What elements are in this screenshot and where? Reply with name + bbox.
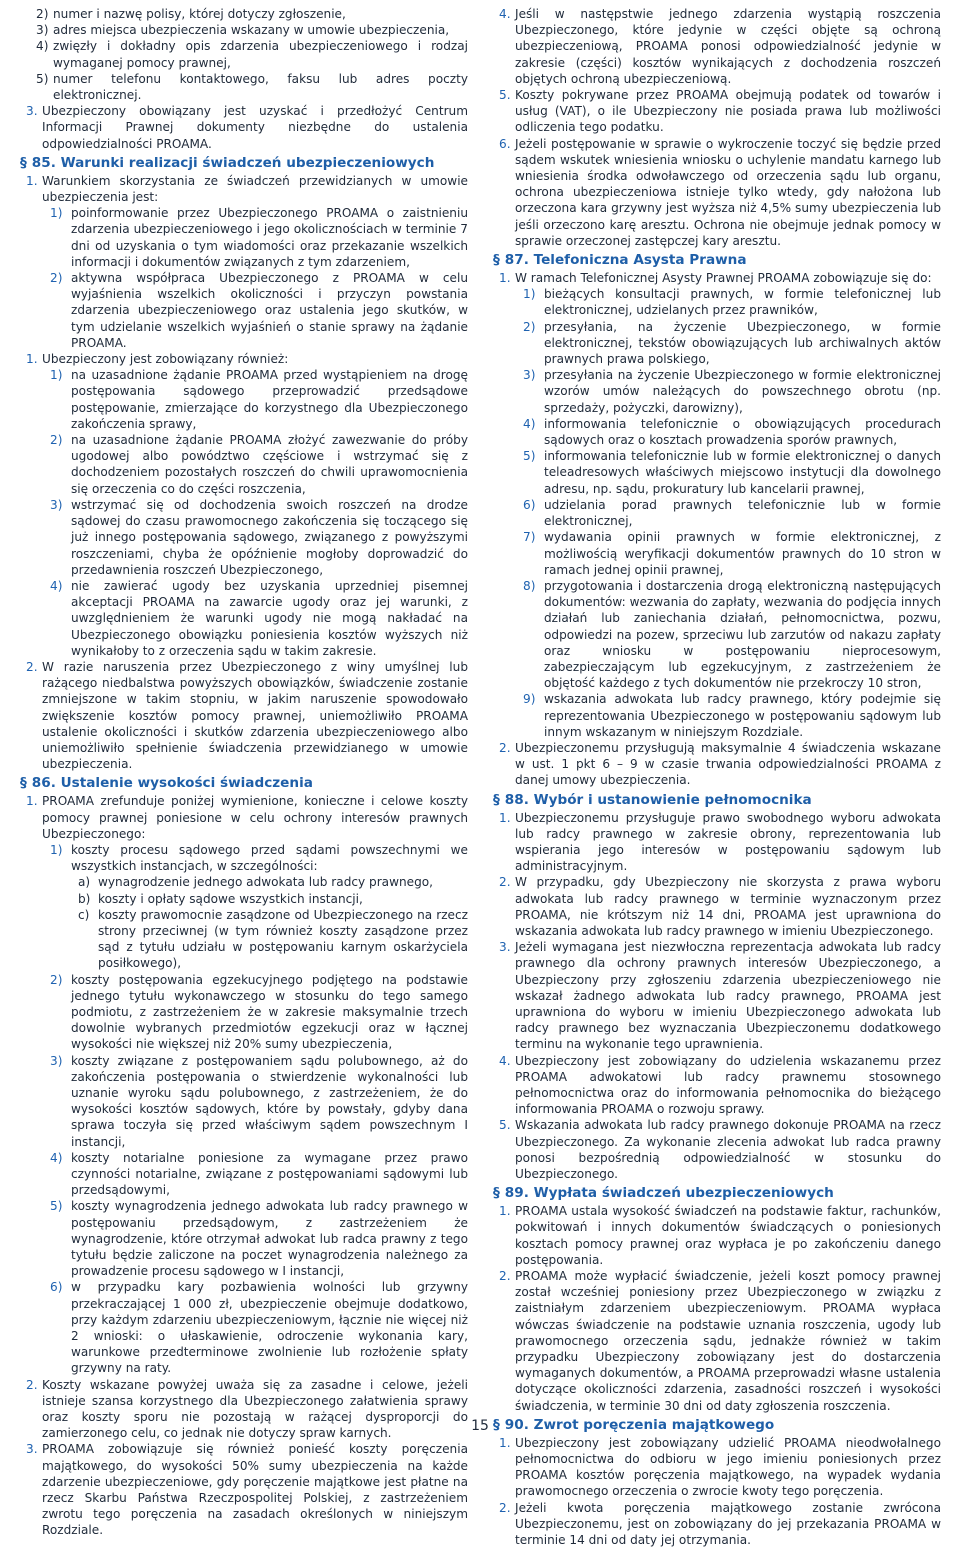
- list-item: 9) wskazania adwokata lub radcy prawnego, który podejmie się reprezentowania Ubezpieczonego w postępowaniu sądowym lub innym wskazanym w niniejszym Rozdziale.: [523, 692, 941, 739]
- paragraph-item: 5. Koszty pokrywane przez PROAMA obejmują podatek od towarów i usług (VAT), o ile Ubezpieczony nie posiada prawa lub możliwości odliczenia tego podatku.: [499, 88, 941, 135]
- list-item: 4) nie zawierać ugody bez uzyskania uprzedniej pisemnej akceptacji PROAMA na zawarcie ugody oraz jej warunki, z uwzględnieniem że warunki ugody nie mogą nakładać na Ubezpieczonego obowiązku poniesienia kosztów wyższych niż wynikałoby to z orzeczenia sądu w takim zakresie.: [50, 578, 468, 658]
- list-item: 1) koszty procesu sądowego przed sądami powszechnymi we wszystkich instancjach, w szczególności:: [50, 842, 468, 874]
- paragraph-item: 3. Ubezpieczony obowiązany jest uzyskać i przedłożyć Centrum Informacji Prawnej dokumenty niezbędne do ustalenia odpowiedzialności PROAMA.: [26, 104, 468, 151]
- list-item: 3) adres miejsca ubezpieczenia wskazany w umowie ubezpieczenia,: [36, 23, 450, 38]
- list-item: 8) przygotowania i dostarczenia drogą elektroniczną następujących dokumentów: wezwania do zapłaty, wezwania do podjęcia innych działań lub zaniechania działań, pełnomocnictwa, pozwu, odpowiedzi na pozew, sprzeciwu lub zarzutów od nakazu zapłaty oraz wniosku w postępowaniu nieprocesowym, zabezpieczającym lub egzekucyjnym, z zastrzeżeniem że objętość każdego z tych dokumentów nie przekroczy 10 stron,: [523, 578, 941, 691]
- paragraph-item: 3. PROAMA zobowiązuje się również ponieść koszty poręczenia majątkowego, do wysokości 50% sumy ubezpieczenia na każde zdarzenie ubezpieczeniowe, gdy poręczenie majątkowe jest płatne na rzecz Skarbu Państwa Rzeczpospolitej Polskiej, z zastrzeżeniem zwrotu tego poręczenia na zasadach określonych w niniejszym Rozdziale.: [26, 1442, 468, 1538]
- paragraph-item: 5. Wskazania adwokata lub radcy prawnego dokonuje PROAMA na rzecz Ubezpieczonego. Za wykonanie zlecenia adwokat lub radca prawny ponosi bezpośrednią odpowiedzialność w stosunku do Ubezpieczonego.: [499, 1118, 941, 1182]
- paragraph-item: 3. Jeżeli wymagana jest niezwłoczna reprezentacja adwokata lub radcy prawnego dla ochrony prawnych interesów Ubezpieczonego, a Ubezpieczony przy zgłoszeniu zdarzenia ubezpieczeniowego nie wskazał żadnego adwokata lub radcy prawnego, PROAMA jest uprawniona do wyboru w imieniu Ubezpieczonego adwokata lub radcy prawnego bez wyznaczania Ubezpieczonemu dodatkowego terminu na wykonanie tego uprawnienia.: [499, 940, 941, 1052]
- list-item: 6) udzielania porad prawnych telefonicznie lub w formie elektronicznej,: [523, 497, 941, 529]
- paragraph-item: 6. Jeżeli postępowanie w sprawie o wykroczenie toczyć się będzie przed sądem wskutek wniesienia wniosku o uchylenie mandatu karnego lub wniesienia środka odwoławczego od orzeczenia sądu lub organu, ochrona ubezpieczeniowa istnieje tylko wtedy, gdy nałożona lub orzeczona kara grzywny jest wyższa niż 4,5% sumy ubezpieczenia lub jeśli orzeczono karę aresztu. Ochrona nie obejmuje jednak pomocy w sprawie orzeczonej zastępczej kary aresztu.: [499, 136, 941, 248]
- section-heading-90: § 90. Zwrot poręczenia majątkowego: [493, 1416, 775, 1433]
- list-item: 1) na uzasadnione żądanie PROAMA przed wystąpieniem na drogę postępowania sądowego przeprowadzić przedsądowe postępowanie, zmierzające do korzystnego dla Ubezpieczonego zakończenia sprawy,: [50, 368, 468, 431]
- sub-list-item: a) wynagrodzenie jednego adwokata lub radcy prawnego,: [78, 875, 433, 890]
- section-heading-88: § 88. Wybór i ustanowienie pełnomocnika: [493, 791, 812, 808]
- list-item: 4) koszty notarialne poniesione za wymagane przez prawo czynności notarialne, związane z postępowaniami sądowymi lub przedsądowymi,: [50, 1150, 468, 1198]
- paragraph-item: 2. W przypadku, gdy Ubezpieczony nie skorzysta z prawa wyboru adwokata lub radcy prawnego w terminie wyznaczonym przez PROAMA, nie krótszym niż 14 dni, PROAMA jest uprawniona do wskazania adwokata lub radcy prawnego w imieniu Ubezpieczonego.: [499, 875, 941, 938]
- left-top-list: [20, 6, 468, 103]
- list-item: 4) zwięzły i dokładny opis zdarzenia ubezpieczeniowego i rodzaj wymaganej pomocy prawnej,: [36, 39, 468, 70]
- list-item: 3) koszty związane z postępowaniem sądu polubownego, aż do zakończenia postępowania o stwierdzenie wykonalności lub uznanie wyroku sądu polubownego, z zastrzeżeniem, że do wysokości kosztów sądowych, które by powstały, gdyby dana sprawa toczyła się przed właściwym sądem powszechnym I instancji,: [50, 1053, 468, 1149]
- paragraph-item: 2. W razie naruszenia przez Ubezpieczonego z winy umyślnej lub rażącego niedbalstwa powyższych obowiązków, świadczenie zostanie zmniejszone w takim stopniu, w jakim naruszenie spowodowało zwiększenie kosztów pomocy prawnej, uniemożliwiło PROAMA ustalenie okoliczności i skutków zdarzenia ubezpieczeniowego albo uniemożliwiło spełnienie świadczenia przewidzianego w umowie ubezpieczenia.: [26, 659, 468, 772]
- paragraph-item: 2. Koszty wskazane powyżej uważa się za zasadne i celowe, jeżeli istnieje szansa korzystnego dla Ubezpieczonego załatwienia sprawy oraz koszty sporu nie pozostają w rażącej dysproporcji do zamierzonego celu, co jednak nie dotyczy spraw karnych.: [26, 1377, 468, 1441]
- list-item: 3) przesyłania na życzenie Ubezpieczonego w formie elektronicznej wzorów umów należących do powszechnego obrotu (np. sprzedaży, pożyczki, darowizny),: [523, 368, 941, 415]
- section-heading-85: § 85. Warunki realizacji świadczeń ubezpieczeniowych: [20, 154, 435, 171]
- paragraph-item: 1. Warunkiem skorzystania ze świadczeń przewidzianych w umowie ubezpieczenia jest:: [26, 173, 468, 205]
- list-item: 1) poinformowanie przez Ubezpieczonego PROAMA o zaistnieniu zdarzenia ubezpieczeniowego i jego okolicznościach w terminie 7 dni od uzyskania o tym wiadomości oraz przekazanie wszelkich informacji i dokumentów związanych z tym zdarzeniem,: [50, 206, 468, 269]
- list-item: 5) koszty wynagrodzenia jednego adwokata lub radcy prawnego w postępowaniu przedsądowym, z zastrzeżeniem że wynagrodzenie, które otrzymał adwokat lub radca prawny z tego tytułu będzie zaliczone na poczet wynagrodzenia należnego za prowadzenie procesu sądowego w I instancji,: [50, 1199, 468, 1279]
- paragraph-item: 1. PROAMA zrefunduje poniżej wymienione, konieczne i celowe koszty pomocy prawnej poniesione w celu ochrony interesów prawnych Ubezpieczonego:: [26, 794, 468, 841]
- paragraph-item: 2. Ubezpieczonemu przysługują maksymalnie 4 świadczenia wskazane w ust. 1 pkt 6 – 9 w czasie trwania odpowiedzialności PROAMA z danej umowy ubezpieczenia.: [499, 740, 941, 788]
- list-item: 5) informowania telefonicznie lub w formie elektronicznej o danych teleadresowych właściwych miejscowo instytucji dla dowolnego adresu, np. sądu, prokuratury lub kancelarii prawnej,: [523, 449, 941, 496]
- section-heading-86: § 86. Ustalenie wysokości świadczenia: [20, 775, 313, 792]
- page-number: 15: [471, 1418, 489, 1434]
- list-item: 3) wstrzymać się od dochodzenia swoich roszczeń na drodze sądowej do czasu prawomocnego zakończenia się toczącego się już innego postępowania sądowego, związanego z powyższymi roszczeniami, chyba że opóźnienie mogłoby doprowadzić do przedawnienia roszczeń Ubezpieczonego,: [50, 497, 468, 577]
- list-item: 2) koszty postępowania egzekucyjnego podjętego na podstawie jednego tytułu wykonawczego w stosunku do tego samego podmiotu, z zastrzeżeniem że w zakresie maksymalnie trzech dowolnie wybranych przedmiotów egzekucji oraz w łącznej wysokości nie większej niż 20% sumy ubezpieczenia,: [50, 972, 468, 1052]
- paragraph-item: 1. Ubezpieczony jest zobowiązany udzielić PROAMA nieodwołalnego pełnomocnictwa do odbioru w jego imieniu poniesionych przez PROAMA kosztów poręczenia majątkowego, na wypadek wydania prawomocnego orzeczenia o zwrocie kwoty tego poręczenia.: [499, 1435, 941, 1499]
- paragraph-item: 4. Ubezpieczony jest zobowiązany do udzielenia wskazanemu przez PROAMA adwokatowi lub radcy prawnemu stosownego pełnomocnictwa oraz do informowania pełnomocnika do bieżącego informowania PROAMA o rozwoju sprawy.: [499, 1053, 941, 1117]
- paragraph-item: 4. Jeśli w następstwie jednego zdarzenia wystąpią roszczenia Ubezpieczonego, które jedynie w części objęte są ochroną ubezpieczeniową, PROAMA ponosi odpowiedzialność jedynie w zakresie (części) kosztów wynikających z dochodzenia roszczeń objętych ochroną ubezpieczeniową.: [499, 7, 941, 86]
- list-item: 2) przesyłania, na życzenie Ubezpieczonego, w formie elektronicznej, tekstów obowiązujących lub archiwalnych aktów prawnych prawa polskiego,: [523, 319, 941, 367]
- paragraph-item: 2. Jeżeli kwota poręczenia majątkowego zostanie zwrócona Ubezpieczonemu, jest on zobowiązany do jej przekazania PROAMA w terminie 14 dni od daty jej otrzymania.: [499, 1500, 941, 1548]
- paragraph-item: 2. PROAMA może wypłacić świadczenie, jeżeli koszt pomocy prawnej został wcześniej poniesiony przez Ubezpieczonego w związku z zaistniałym zdarzeniem ubezpieczeniowym. PROAMA wypłaca wówczas świadczenie na podstawie uznania roszczenia, ugody lub prawomocnego orzeczenia sądu, jednakże również w takim przypadku Ubezpieczony zobowiązany jest do dostarczenia wymaganych dokumentów, a PROAMA przeprowadzi własne ustalenia dotyczące okoliczności zdarzenia, zasadności roszczeń i wysokości świadczenia, w terminie 30 dni od daty zgłoszenia roszczenia.: [499, 1269, 941, 1413]
- right-column: [493, 6, 941, 1548]
- list-item: 6) w przypadku kary pozbawienia wolności lub grzywny przekraczającej 1 000 zł, ubezpieczenie obejmuje dodatkowo, przy każdym zdarzeniu ubezpieczeniowym, łącznie nie więcej niż 2 wnioski: o ułaskawienie, odroczenie wykonania kary, warunkowe przedterminowe zwolnienie lub rozłożenie spłaty grzywny na raty.: [50, 1280, 468, 1376]
- paragraph-item: 1. W ramach Telefonicznej Asysty Prawnej PROAMA zobowiązuje się do:: [499, 271, 932, 286]
- sub-list-item: c) koszty prawomocnie zasądzone od Ubezpieczonego na rzecz strony przeciwnej (w tym również koszty zasądzone przez sąd z tytułu udziału w postępowaniu karnym oskarżyciela posiłkowego),: [78, 907, 468, 971]
- paragraph-item: 1. Ubezpieczonemu przysługuje prawo swobodnego wyboru adwokata lub radcy prawnego w zakresie obrony, reprezentowania lub wspierania jego interesów w postępowaniu sądowym lub administracyjnym.: [499, 810, 941, 874]
- section-heading-87: § 87. Telefoniczna Asysta Prawna: [493, 252, 747, 269]
- list-item: 2) numer i nazwę polisy, której dotyczy zgłoszenie,: [36, 7, 346, 21]
- sub-list-item: b) koszty i opłaty sądowe wszystkich instancji,: [78, 891, 363, 906]
- list-item: 2) na uzasadnione żądanie PROAMA złożyć zawezwanie do próby ugodowej albo powództwo częściowe i wstrzymać się z dochodzeniem pozostałych roszczeń do chwili uprawomocnienia się orzeczenia co do części roszczenia,: [50, 433, 468, 496]
- list-item: 5) numer telefonu kontaktowego, faksu lub adres poczty elektronicznej.: [36, 71, 468, 103]
- list-item: 2) aktywna współpraca Ubezpieczonego z PROAMA w celu wyjaśnienia wszelkich okoliczności i przyczyn powstania zdarzenia ubezpieczeniowego oraz ustalenia jego skutków, w tym udzielanie wszelkich wyjaśnień o stanie sprawy na żądanie PROAMA.: [50, 271, 468, 350]
- left-column: [20, 6, 468, 1539]
- paragraph-item: 1. Ubezpieczony jest zobowiązany również:: [26, 352, 289, 367]
- list-item: 7) wydawania opinii prawnych w formie elektronicznej, z możliwością weryfikacji dokumentów prawnych do 10 stron w ramach jednej opinii prawnej,: [523, 530, 941, 577]
- section-heading-89: § 89. Wypłata świadczeń ubezpieczeniowych: [493, 1185, 834, 1202]
- paragraph-item: 1. PROAMA ustala wysokość świadczeń na podstawie faktur, rachunków, pokwitowań i innych dokumentów świadczących o poniesionych kosztach pomocy prawnej oraz wypłaca je po zakończeniu danego postępowania.: [499, 1204, 941, 1267]
- list-item: 4) informowania telefonicznie o obowiązujących procedurach sądowych oraz o kosztach prowadzenia sporów prawnych,: [523, 416, 941, 448]
- list-item: 1) bieżących konsultacji prawnych, w formie telefonicznej lub elektronicznej, udzielanych przez prawników,: [523, 287, 941, 318]
